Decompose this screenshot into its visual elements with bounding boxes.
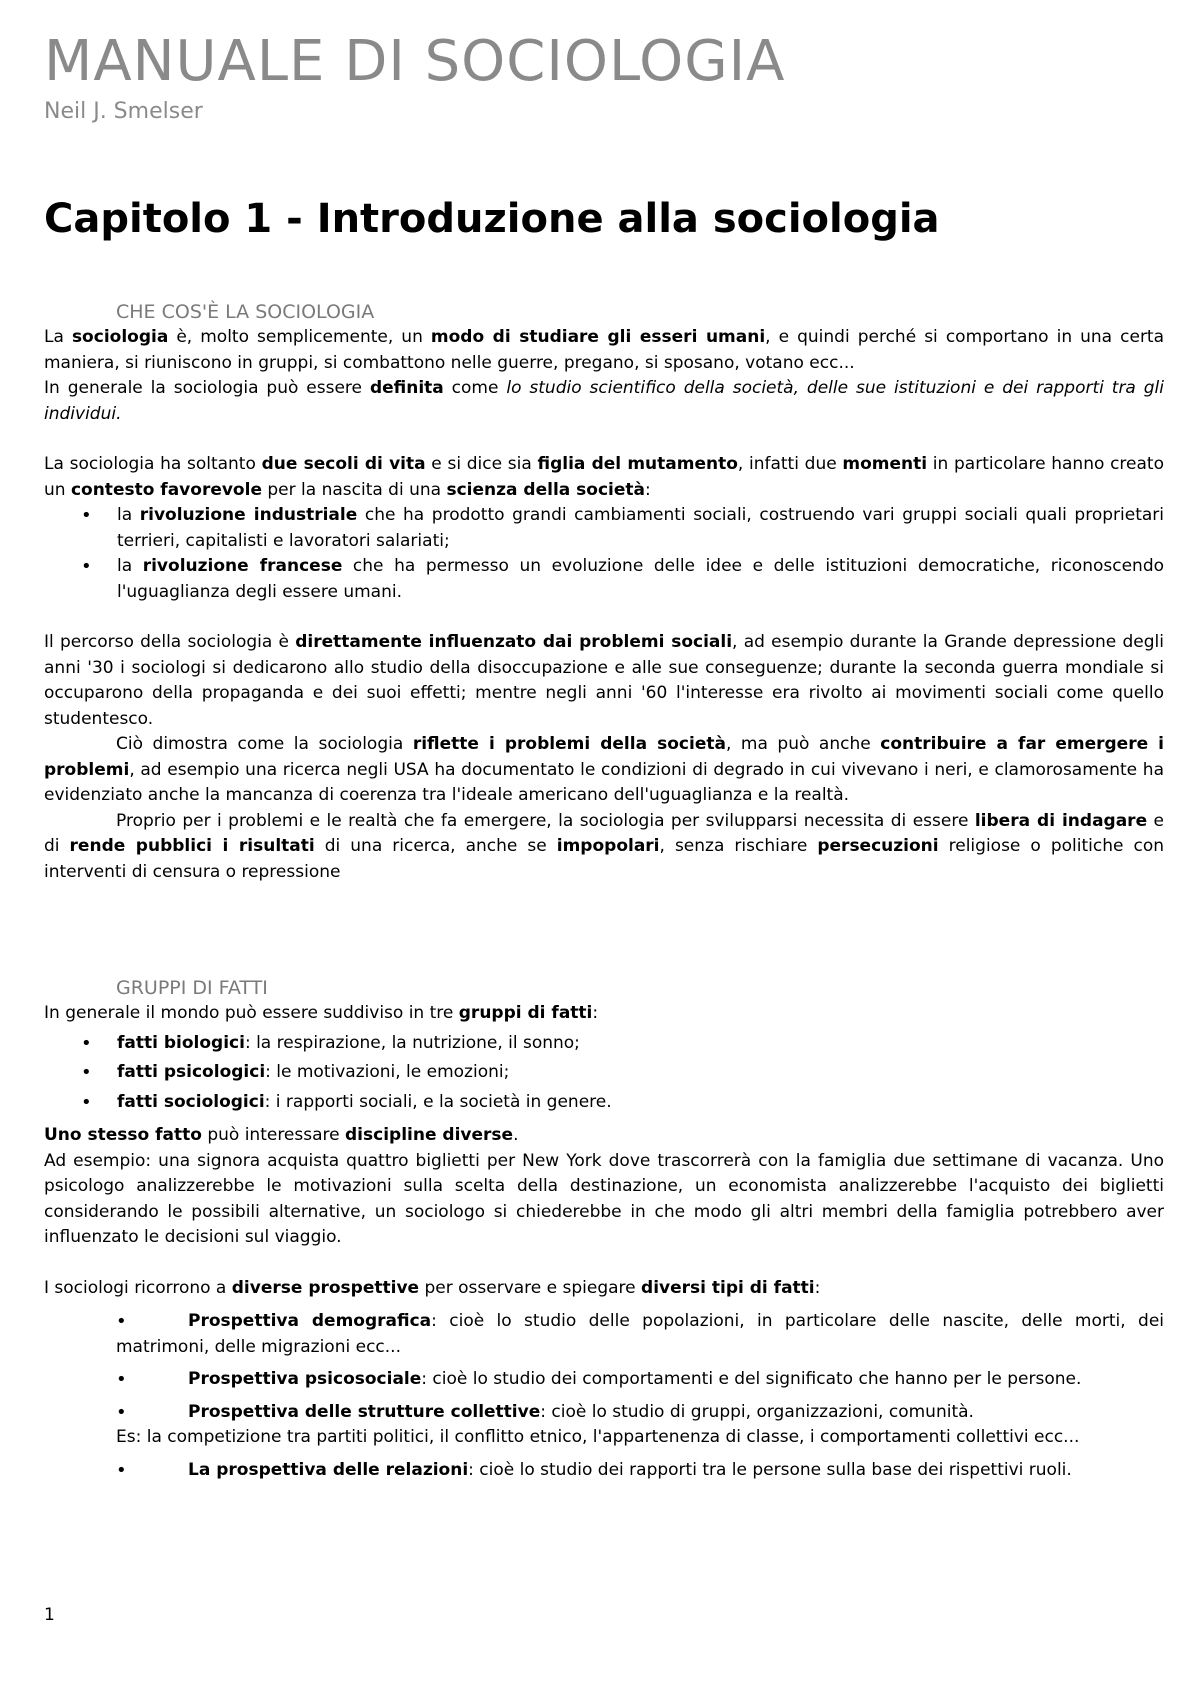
bullet-icon: •	[116, 1459, 127, 1481]
paragraph: In generale il mondo può essere suddiviso in tre gruppi di fatti:	[44, 1003, 599, 1023]
list-item: • La prospettiva delle relazioni: cioè lo studio dei rapporti tra le persone sulla base dei rispettivi ruoli.	[116, 1458, 1164, 1484]
paragraph: La sociologia ha soltanto due secoli di vita e si dice sia figlia del mutamento, infatti due momenti in particolare hanno creato un contesto favorevole per la nascita di una scienza della società:	[44, 454, 1164, 500]
bullet-icon: •	[116, 1311, 127, 1332]
list-item: • fatti biologici: la respirazione, la nutrizione, il sonno;	[117, 1031, 1164, 1057]
list-item: • Prospettiva psicosociale: cioè lo studio dei comportamenti e del significato che hanno per le persone.	[116, 1367, 1164, 1393]
list-item: • Prospettiva demografica: cioè lo studio delle popolazioni, in particolare delle nascite, delle morti, dei matrimoni, delle migrazioni ecc...	[116, 1311, 1164, 1357]
paragraph: Ciò dimostra come la sociologia riflette i problemi della società, ma può anche contribuire a far emergere i problemi, ad esempio una ricerca negli USA ha documentato le condizioni di degrado in cui vivevano i neri, e clamorosamente ha evidenziato anche la mancanza di coerenza tra l'ideale americano dell'uguaglianza e la realtà.	[44, 734, 1165, 805]
perspectives-list-continued	[44, 1458, 1164, 1484]
example-text: Es: la competizione tra partiti politici, il conflitto etnico, l'appartenenza di classe, i comportamenti collettivi ecc...	[116, 1427, 1080, 1447]
facts-list	[44, 1031, 1164, 1116]
perspectives-list	[44, 1309, 1164, 1425]
bullet-icon: •	[81, 1091, 92, 1113]
bullet-icon: •	[81, 1062, 92, 1083]
bullet-icon: •	[81, 1032, 92, 1054]
paragraph: La sociologia è, molto semplicemente, un modo di studiare gli esseri umani, e quindi perché si comportano in una certa maniera, si riuniscono in gruppi, si combattono nelle guerre, pregano, si sposano, votano ecc...	[44, 327, 1165, 373]
paragraph: Proprio per i problemi e le realtà che fa emergere, la sociologia per svilupparsi necessita di essere libera di indagare e di rende pubblici i risultati di una ricerca, anche se impopolari, senza rischiare persecuzioni religiose o politiche con interventi di censura o repressione	[44, 810, 1165, 882]
bullet-icon: •	[81, 505, 92, 526]
list-item: • fatti psicologici: le motivazioni, le emozioni;	[117, 1060, 1164, 1086]
list-item: • Prospettiva delle strutture collettive: cioè lo studio di gruppi, organizzazioni, comunità.	[116, 1400, 1164, 1426]
paragraph: I sociologi ricorrono a diverse prospettive per osservare e spiegare diversi tipi di fatti:	[44, 1277, 821, 1298]
bullet-icon: •	[81, 556, 92, 577]
bullet-icon: •	[116, 1369, 127, 1390]
paragraph: In generale la sociologia può essere definita come lo studio scientifico della società, delle sue istituzioni e dei rapporti tra gli individui.	[44, 378, 1164, 424]
revolutions-list	[44, 503, 1164, 605]
document-title: MANUALE DI SOCIOLOGIA	[44, 29, 786, 94]
paragraph: Il percorso della sociologia è direttamente influenzato dai problemi sociali, ad esempio durante la Grande depressione degli anni '30 i sociologi si dedicarono allo studio della disoccupazione e alle sue conseguenze; durante la seconda guerra mondiale si occuparono della propaganda e dei suoi effetti; mentre negli anni '60 l'interesse era rivolto ai movimenti sociali come quello studentesco.	[44, 632, 1164, 729]
section-heading-what-is-sociology: CHE COS'È LA SOCIOLOGIA	[116, 301, 375, 323]
list-item: • la rivoluzione francese che ha permesso un evoluzione delle idee e delle istituzioni democratiche, riconoscendo l'uguaglianza degli essere umani.	[81, 556, 1165, 602]
page-number: 1	[44, 1605, 55, 1625]
bullet-icon: •	[116, 1401, 127, 1423]
list-item: • fatti sociologici: i rapporti sociali, e la società in genere.	[117, 1090, 1164, 1116]
chapter-title: Capitolo 1 - Introduzione alla sociologia	[44, 196, 940, 242]
document-author: Neil J. Smelser	[44, 99, 203, 124]
paragraph: Ad esempio: una signora acquista quattro biglietti per New York dove trascorrerà con la famiglia due settimane di vacanza. Uno psicologo analizzerebbe le motivazioni sulla scelta della destinazione, un economista analizzerebbe l'acquisto dei biglietti considerando le possibili alternative, un sociologo si chiederebbe in che modo gli altri membri della famiglia potrebbero aver influenzato le decisioni sul viaggio.	[44, 1150, 1164, 1247]
document-page	[44, 30, 1164, 1483]
list-item: • la rivoluzione industriale che ha prodotto grandi cambiamenti sociali, costruendo vari gruppi sociali quali proprietari terrieri, capitalisti e lavoratori salariati;	[81, 505, 1164, 551]
paragraph: Uno stesso fatto può interessare discipline diverse.	[44, 1125, 519, 1145]
section-heading-groups-of-facts: GRUPPI DI FATTI	[116, 977, 268, 999]
